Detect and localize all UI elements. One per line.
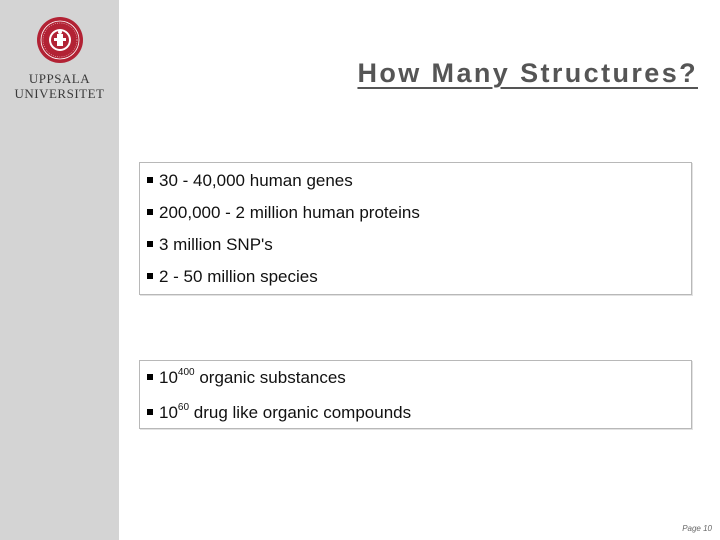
bullet-square-icon: [147, 273, 153, 279]
power-exponent: 400: [177, 367, 195, 378]
bullet-square-icon: [147, 209, 153, 215]
bullet-text: drug like organic compounds: [189, 403, 412, 422]
university-seal-icon: [36, 16, 84, 64]
bullet-text: 3 million SNP's: [159, 235, 273, 254]
bullet-square-icon: [147, 409, 153, 415]
sidebar: [0, 0, 119, 540]
university-name-line2: UNIVERSITET: [14, 86, 105, 101]
list-item: [147, 368, 346, 388]
bullet-text: 200,000 - 2 million human proteins: [159, 203, 420, 222]
power-base: 10: [159, 368, 178, 387]
university-name-line1: UPPSALA: [28, 71, 91, 86]
bullet-text: 2 - 50 million species: [159, 267, 318, 286]
bullet-text: 30 - 40,000 human genes: [159, 171, 353, 190]
list-item: [147, 171, 353, 191]
list-item: [147, 235, 273, 255]
bullet-box-biology: [139, 162, 692, 295]
power-exponent: 60: [177, 402, 190, 413]
bullet-text: organic substances: [194, 368, 346, 387]
bullet-square-icon: [147, 241, 153, 247]
bullet-square-icon: [147, 177, 153, 183]
list-item: [147, 267, 318, 287]
list-item: [147, 203, 420, 223]
bullet-box-chemistry: [139, 360, 692, 429]
bullet-square-icon: [147, 374, 153, 380]
page-number: Page 10: [682, 524, 712, 533]
slide-title: How Many Structures?: [357, 58, 698, 88]
list-item: [147, 403, 411, 423]
power-base: 10: [159, 403, 178, 422]
